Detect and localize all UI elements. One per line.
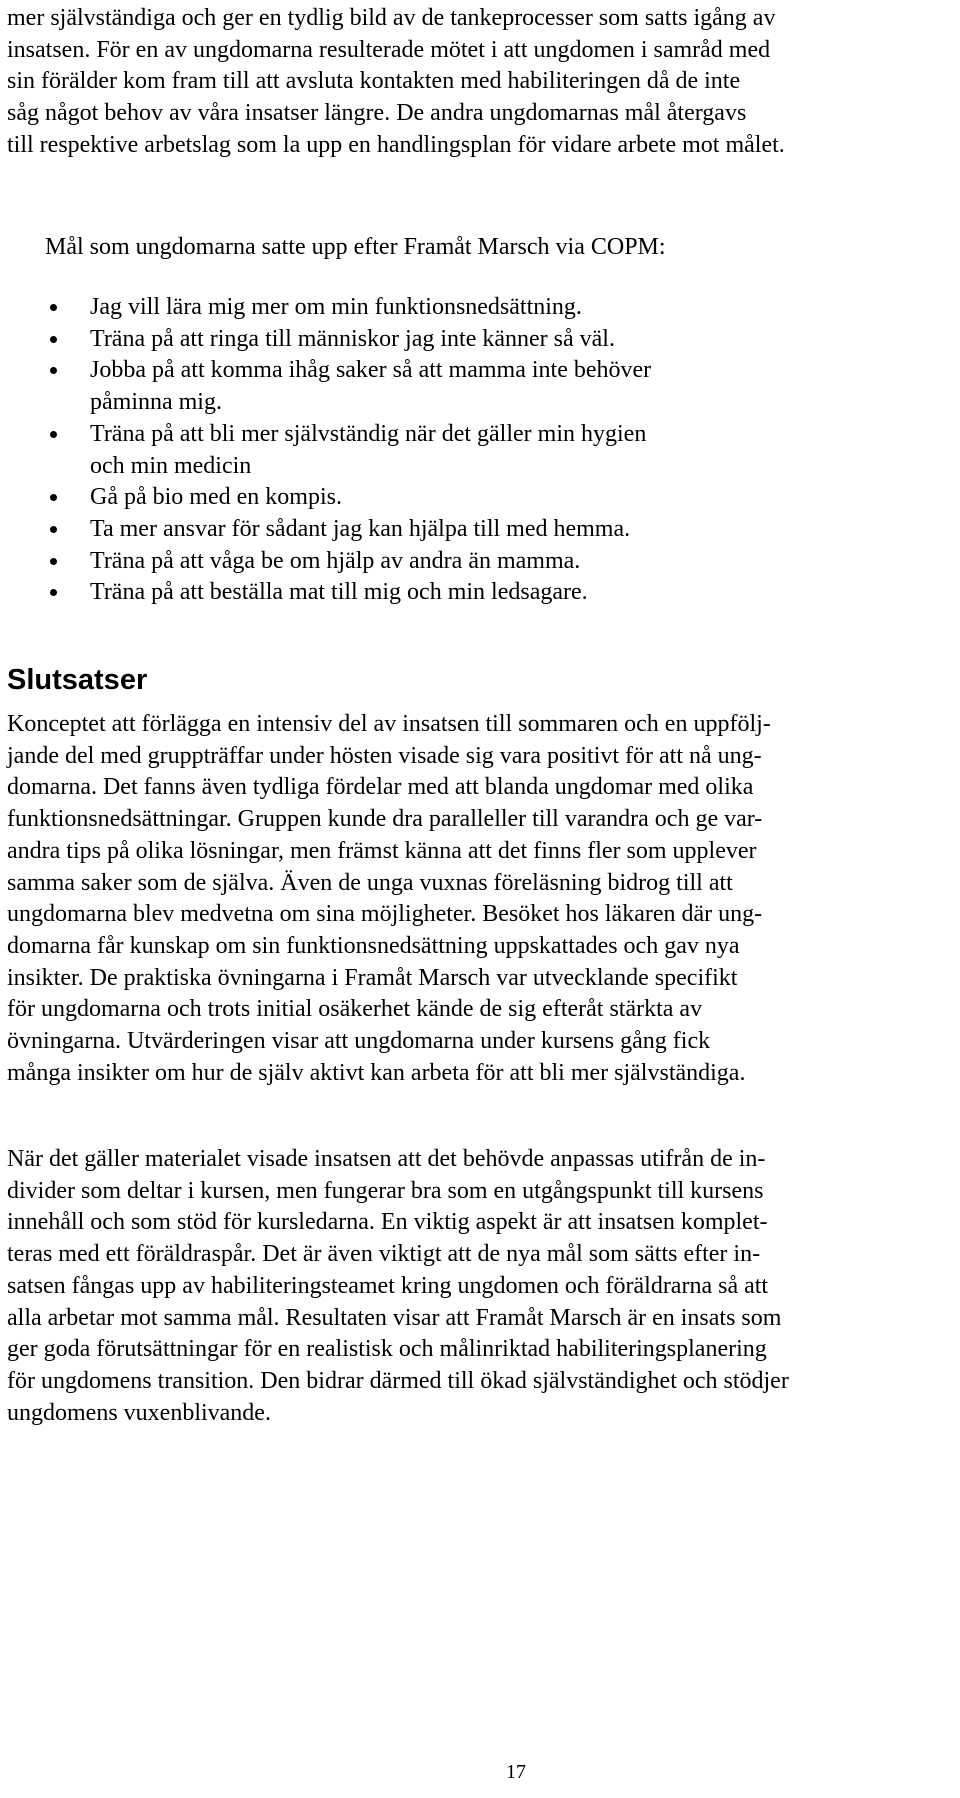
paragraph-line: för ungdomarna och trots initial osäkerhet kände de sig efteråt stärkta av bbox=[7, 996, 703, 1023]
paragraph-line: sin förälder kom fram till att avsluta kontakten med habiliteringen då de inte bbox=[7, 68, 741, 95]
paragraph-line: många insikter om hur de själv aktivt kan arbeta för att bli mer självständiga. bbox=[7, 1059, 746, 1086]
list-item: Träna på att ringa till människor jag inte känner så väl. bbox=[0, 324, 651, 356]
paragraph-line: alla arbetar mot samma mål. Resultaten visar att Framåt Marsch är en insats som bbox=[7, 1304, 782, 1331]
list-item: Jag vill lära mig mer om min funktionsnedsättning. bbox=[0, 292, 651, 324]
list-item: Gå på bio med en kompis. bbox=[0, 482, 651, 514]
paragraph-line: samma saker som de själva. Även de unga vuxnas föreläsning bidrog till att bbox=[7, 869, 733, 896]
list-item: Ta mer ansvar för sådant jag kan hjälpa till med hemma. bbox=[0, 514, 651, 546]
bullet-icon bbox=[50, 367, 57, 374]
paragraph-line: för ungdomens transition. Den bidrar därmed till ökad självständighet och stödjer bbox=[7, 1367, 789, 1394]
paragraph-line: funktionsnedsättningar. Gruppen kunde dra paralleller till varandra och ge var- bbox=[7, 806, 763, 833]
list-item: Träna på att bli mer självständig när det gäller min hygien och min medicin bbox=[0, 419, 651, 482]
paragraph-line: teras med ett föräldraspår. Det är även viktigt att de nya mål som sätts efter in- bbox=[7, 1241, 761, 1268]
paragraph-line: insikter. De praktiska övningarna i Framåt Marsch var utvecklande specifikt bbox=[7, 964, 738, 991]
paragraph-line: jande del med gruppträffar under hösten visade sig vara positivt för att nå ung- bbox=[7, 742, 762, 769]
paragraph-line: innehåll och som stöd för kursledarna. En viktig aspekt är att insatsen komplet- bbox=[7, 1209, 768, 1236]
list-item: Jobba på att komma ihåg saker så att mamma inte behöver påminna mig. bbox=[0, 355, 651, 418]
intro-paragraph bbox=[7, 3, 937, 162]
bullet-icon bbox=[50, 304, 57, 311]
bullet-icon bbox=[50, 558, 57, 565]
conclusion-paragraph-2 bbox=[7, 1144, 937, 1429]
bullet-icon bbox=[50, 589, 57, 596]
section-heading: Slutsatser bbox=[7, 664, 148, 696]
page-number: 17 bbox=[506, 1761, 526, 1783]
paragraph-line: såg något behov av våra insatser längre. De andra ungdomarnas mål återgavs bbox=[7, 100, 747, 127]
paragraph-line: domarna. Det fanns även tydliga fördelar med att blanda ungdomar med olika bbox=[7, 774, 754, 801]
goals-list bbox=[0, 292, 651, 609]
list-item: Träna på att beställa mat till mig och min ledsagare. bbox=[0, 577, 651, 609]
paragraph-line: övningarna. Utvärderingen visar att ungdomarna under kursens gång fick bbox=[7, 1028, 711, 1055]
goals-intro: Mål som ungdomarna satte upp efter Framåt Marsch via COPM: bbox=[45, 234, 666, 260]
paragraph-line: Konceptet att förlägga en intensiv del av insatsen till sommaren och en uppfölj- bbox=[7, 711, 771, 737]
paragraph-line: mer självständiga och ger en tydlig bild av de tankeprocesser som satts igång av bbox=[7, 5, 776, 31]
paragraph-line: andra tips på olika lösningar, men främst känna att det finns fler som upplever bbox=[7, 837, 757, 864]
bullet-icon bbox=[50, 494, 57, 501]
bullet-icon bbox=[50, 526, 57, 533]
paragraph-line: satsen fångas upp av habiliteringsteamet kring ungdomen och föräldrarna så att bbox=[7, 1272, 769, 1299]
paragraph-line: domarna får kunskap om sin funktionsnedsättning uppskattades och gav nya bbox=[7, 932, 740, 959]
paragraph-line: När det gäller materialet visade insatsen att det behövde anpassas utifrån de in- bbox=[7, 1146, 766, 1172]
bullet-icon bbox=[50, 336, 57, 343]
paragraph-line: insatsen. För en av ungdomarna resulterade mötet i att ungdomen i samråd med bbox=[7, 36, 771, 63]
paragraph-line: ungdomarna blev medvetna om sina möjligheter. Besöket hos läkaren där ung- bbox=[7, 901, 763, 928]
list-item: Träna på att våga be om hjälp av andra än mamma. bbox=[0, 546, 651, 578]
paragraph-line: ungdomens vuxenblivande. bbox=[7, 1399, 271, 1426]
paragraph-line: till respektive arbetslag som la upp en handlingsplan för vidare arbete mot målet. bbox=[7, 131, 785, 158]
conclusion-paragraph-1 bbox=[7, 709, 937, 1089]
bullet-icon bbox=[50, 431, 57, 438]
paragraph-line: divider som deltar i kursen, men fungerar bra som en utgångspunkt till kursens bbox=[7, 1177, 764, 1204]
paragraph-line: ger goda förutsättningar för en realistisk och målinriktad habiliteringsplanering bbox=[7, 1336, 767, 1363]
